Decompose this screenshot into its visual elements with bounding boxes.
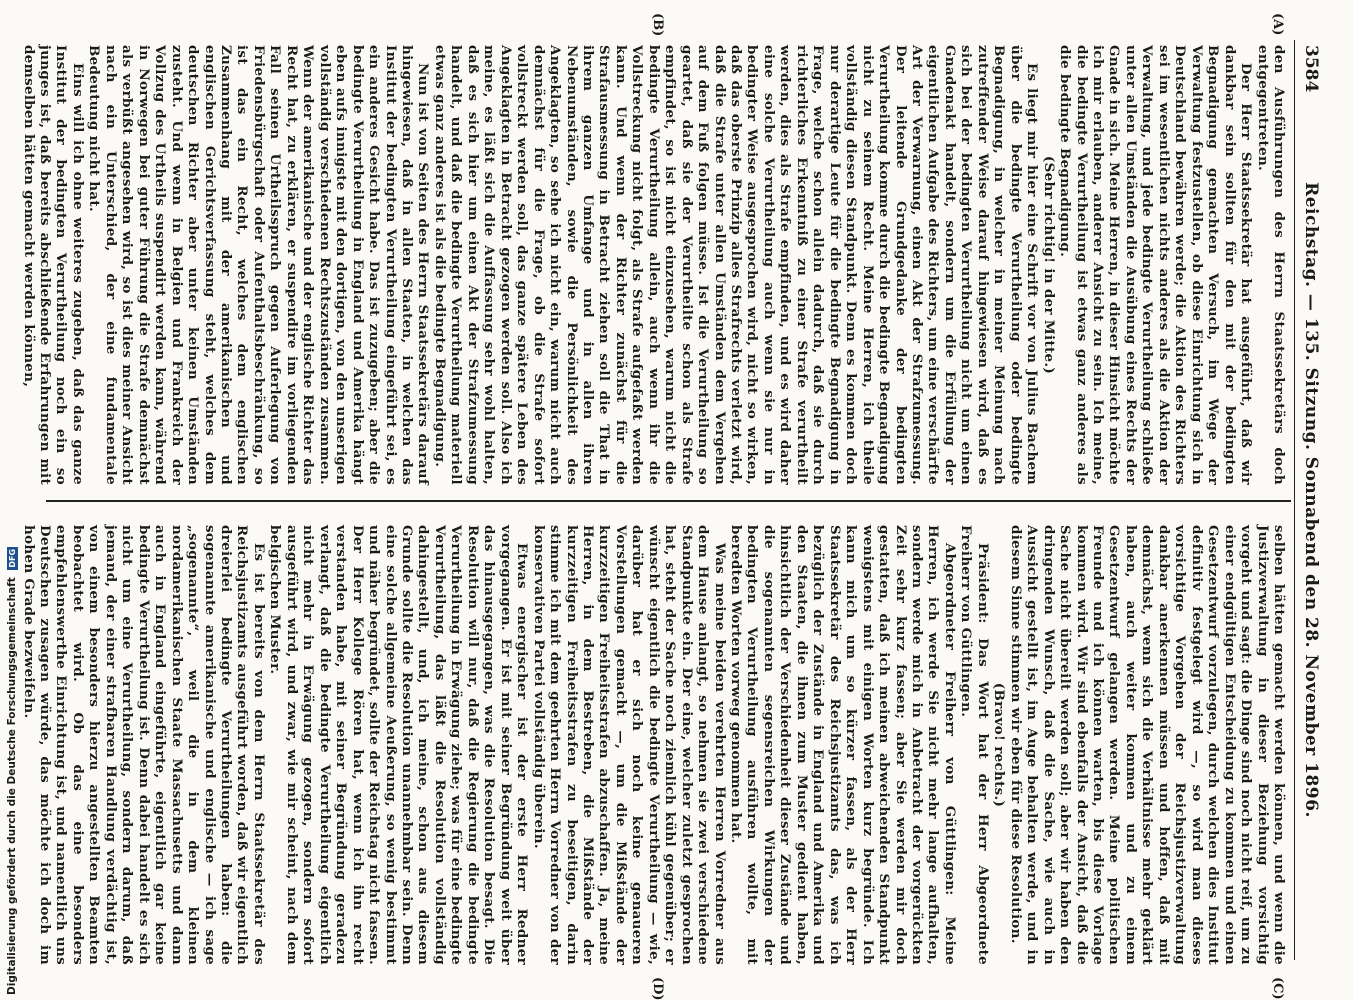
- margin-mark-b: (B): [650, 13, 665, 37]
- paragraph: Der Herr Staatssekretär hat ausgeführt, daß wir dankbar sein sollten für den mit der bedingten Begnadigung gemachten Versuch, im Wege der Verwaltung festzustellen, ob diese Einrichtung sich in Deutschland bewähren werde; die Aktion des Richters sei im wesentlichen nichts anderes als die Aktion der Verwaltung, und jede bedingte Verurtheilung schließe unter allen Umständen die Ausübung eines Rechts der Gnade in sich. Meine Herren, in dieser Hinsicht möchte ich mir erlauben, anderer Ansicht zu sein. Ich meine, die bedingte Verurtheilung ist etwas ganz anderes als die bedingte Begnadigung.: [1057, 45, 1255, 485]
- paragraph: Es liegt mir hier eine Schrift vor von Julius Bachem über die bedingte Verurtheilung oder bedingte Begnadigung, in welcher in meiner Meinung nach zutreffender Weise darauf hingewiesen wird, daß es sich bei der bedingten Verurtheilung nicht um einen Gnadenakt handelt, sondern um die Erfüllung der eigentlichen Aufgabe des Richters, um eine verschärfte Art der Verwarnung, einen Akt der Strafzumessung. Der leitende Grundgedanke der bedingten Verurtheilung komme durch die bedingte Begnadigung nicht zu seinem Recht. Meine Herren, ich theile vollständig diesen Standpunkt. Denn es kommen doch nur derartige Leute für die bedingte Begnadigung in Frage, welche schon allein dadurch, daß sie durch richterliches Erkenntniß zu einer Strafe verurtheilt werden, dies als Strafe empfinden, und es wird daher eine solche Verurtheilung auch wenn sie nur in bedingter Weise ausgesprochen wird, nicht so wirken, daß das oberste Prinzip alles Strafrechts verletzt wird, daß die Strafe unter allen Umständen dem Vergehen auf dem Fuß folgen müsse. Ist die Verurtheilung so geartet, daß sie der Verurtheilte schon als Strafe empfindet, so ist nicht einzusehen, warum nicht die bedingte Verurtheilung allein, auch wenn ihr die Vollstreckung nicht folgt, als Strafe aufgefaßt werden kann. Und wenn der Richter zunächst für die Strafausmessung in Betracht ziehen soll die That in ihrem ganzen Umfange und in allen ihren Nebenumständen, sowie die Persönlichkeit des Angeklagten, so sehe ich nicht ein, warum nicht auch demnächst für die Frage, ob die Strafe sofort vollstreckt werden soll, das ganze spätere Leben des Angeklagten in Betracht gezogen werden soll. Also ich meine, es läßt sich die Auffassung sehr wohl halten, daß es sich hier um einen Akt der Strafzumessung handelt, und daß die bedingte Verurtheilung materiell etwas ganz anderes ist als die bedingte Begnadigung.: [431, 45, 1041, 485]
- paragraph: Nun ist von Seiten des Herrn Staatssekretärs darauf hingewiesen, daß in allen Staaten, in welchen das Institut der bedingten Verurtheilung eingeführt sei, es ein anderes Gesicht habe. Das ist zuzugeben; aber die bedingte Verurtheilung in England und Amerika hängt eben aufs innigste mit den dortigen, von den unserigen vollständig verschiedenen Rechtszuständen zusammen. Wenn der amerikanische und der englische Richter das Recht hat, zu erklären, er suspendire im vorliegenden Fall seinen Urtheilsspruch gegen Auferlegung von Friedensbürgschaft oder Aufenthaltsbeschränkung, so ist das ein Recht, welches dem englischen Zusammenhang mit der amerikanischen und englischen Gerichtsverfassung steht, welches dem deutschen Richter aber unter keinen Umständen zusteht. Und wenn in Belgien und Frankreich der Vollzug des Urtheils suspendirt werden kann, während in Norwegen bei guter Führung die Strafe demnächst als verbüßt angesehen wird, so ist dies meiner Ansicht nach ein Unterschied, der eine fundamentale Bedeutung nicht hat.: [86, 45, 432, 485]
- right-column: [20, 525, 1287, 965]
- margin-mark-d: (D): [650, 977, 665, 1001]
- paragraph: Es ist bereits von dem Herrn Staatssekretär des Reichsjustizamts ausgeführt worden, daß wir eigentlich dreierlei bedingte Verurtheilungen haben: die sogenannte amerikanische und englische — ich sage „sogenannte“, weil die in dem kleinen nordamerikanischen Staate Massachusetts und dann auch in England eingeführte, eigentlich gar keine bedingte Verurtheilung ist. Denn dabei handelt es sich nicht um eine Verurtheilung, sondern darum, daß jemand, der einer strafbaren Handlung verdächtig ist, von einem besonders hierzu angestellten Beamten beobachtet wird. Ob das eine besonders empfehlenswerthe Einrichtung ist, und namentlich uns Deutschen zusagen würde, das möchte ich doch im hohen Grade bezweifeln.: [20, 525, 267, 965]
- rotated-page: [20, 13, 1325, 1001]
- speaker-paragraph: Präsident: Das Wort hat der Herr Abgeordnete Freiherr von Güttlingen.: [958, 525, 991, 965]
- paragraph: den Ausführungen des Herrn Staatssekretärs doch entgegentreten.: [1254, 45, 1287, 485]
- column-divider: [46, 500, 1291, 502]
- paragraph: selben hätten gemacht werden können, und wenn die Justizverwaltung in dieser Beziehung vorsichtig vorgeht und sagt: die Dinge sind noch nicht reif, um zu einer endgültigen Entscheidung zu kommen und einen Gesetzentwurf vorzulegen, durch welchen dies Institut definitiv festgelegt wird —, so wird man dieses vorsichtige Vorgehen der Reichsjustizverwaltung dankbar anerkennen müssen und hoffen, daß mit demnächst, wenn sich die Verhältnisse mehr geklärt haben, auch weiter kommen und zu einem Gesetzentwurf gelangen werden. Meine politischen Freunde und ich können warten, bis diese Vorlage kommen wird. Wir sind ebenfalls der Ansicht, daß die Sache nicht übereilt werden soll; aber wir haben den dringenden Wunsch, daß die Sache, wie auch in Aussicht gestellt ist, im Auge behalten werde, und in diesem Sinne stimmen wir eben für diese Resolution.: [1007, 525, 1287, 965]
- header-rule: [1294, 40, 1295, 960]
- page-header: [1295, 25, 1325, 975]
- interjection: (Bravo! rechts.): [991, 682, 1008, 808]
- margin-mark-c: (C): [1270, 977, 1285, 1000]
- paragraph: Was meine beiden verehrten Herren Vorredner aus dem Hause anlangt, so nehmen sie zwei verschiedene Standpunkte ein. Der eine, welcher zuletzt gesprochen hat, steht der Sache noch ziemlich kühl gegenüber; er wünscht eigentlich die bedingte Verurtheilung — wie, darüber hat er sich noch keine genaueren Vorstellungen gemacht —, um die Mißstände der kurzzeitigen Freiheitsstrafen abzuschaffen. Ja, meine Herren, in dem Bestreben, die Mißstände der kurzzeitigen Freiheitsstrafen zu beseitigen, darin stimme ich mit dem geehrten Herrn Vorredner von der konservativen Partei vollständig überein.: [530, 525, 728, 965]
- speaker-paragraph: Abgeordneter Freiherr von Güttlingen: Meine Herren, ich werde Sie nicht mehr lange aufhalten, sondern werde mich in Anbetracht der vorgerückten Zeit sehr kurz fassen; aber Sie werden mir doch gestatten, daß ich meinen abweichenden Standpunkt wenigstens mit einigen Worten kurz begründe. Ich kann mich um so kürzer fassen, als der Herr Staatssekretär des Reichsjustizamts das, was ich bezüglich der Zustände in England und Amerika und den Staaten, die ihnen zum Muster gedient haben, hinsichtlich der Verschiedenheit dieser Zustände und die sogenannten segensreichen Wirkungen der bedingten Verurtheilung ausführen wollte, mit beredten Worten vorweg genommen hat.: [728, 525, 958, 965]
- attribution-text: Digitalisierung gefördert durch die Deutsche Forschungsgemeinschaft: [6, 577, 18, 995]
- interjection: (Sehr richtig! in der Mitte.): [1040, 155, 1057, 375]
- left-column: [20, 45, 1287, 485]
- paragraph: Etwas energischer ist der erste Herr Redner vorgegangen. Er ist mit seiner Begründung weit über das hinausgegangen, was die Resolution besagt. Die Resolution will nur, daß die Regierung die bedingte Verurtheilung in Erwägung ziehe; was für eine bedingte Verurtheilung, das läßt die Resolution vollständig dahingestellt, und, ich meine, schon aus diesem Grunde sollte die Resolution unannehmbar sein. Denn eine solche allgemeine Aeußerung, so wenig bestimmt und näher begründet, sollte der Reichstag nicht fassen. Der Herr Kollege Rören hat, wenn ich ihn recht verstanden habe, mit seiner Begründung geradezu verlangt, daß die bedingte Verurtheilung eigentlich nicht mehr in Erwägung gezogen, sondern sofort ausgeführt wird, und zwar, wie mir scheint, nach dem belgischen Muster.: [267, 525, 531, 965]
- paragraph: Eins will ich ohne weiteres zugeben, daß das ganze Institut der bedingten Verurtheilung noch ein so junges ist, daß bereits abschließende Erfahrungen mit demselben hätten gemacht werden können,: [20, 45, 86, 485]
- running-head: Reichstag. — 135. Sitzung. Sonnabend den 28. November 1896.: [1301, 182, 1321, 818]
- margin-mark-a: (A): [1270, 13, 1285, 36]
- page-number: 3584: [1301, 45, 1321, 93]
- dfg-logo: DFG: [7, 548, 17, 568]
- funding-attribution: [6, 5, 18, 995]
